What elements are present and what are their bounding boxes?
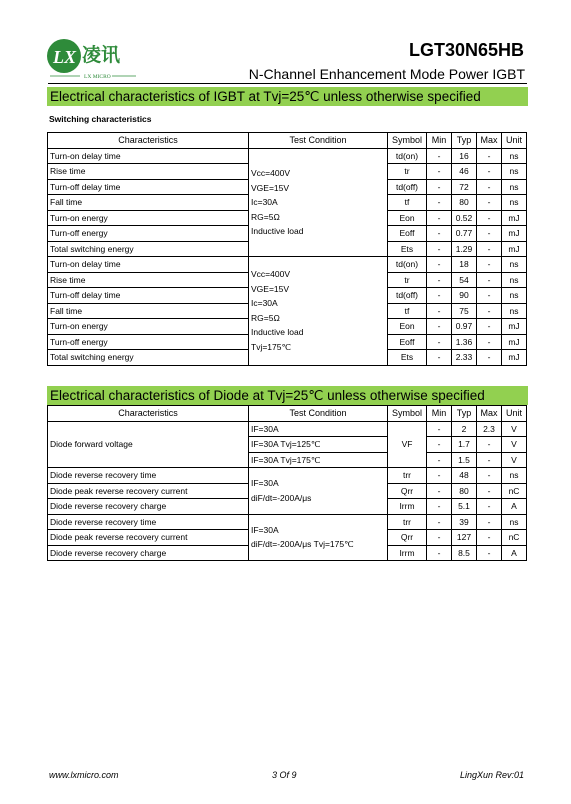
test-condition-line: diF/dt=-200A/μs (251, 492, 312, 503)
test-condition-cell (249, 468, 388, 515)
max-cell: - (477, 226, 502, 242)
characteristic-name: Rise time (48, 272, 249, 288)
characteristic-name: Fall time (48, 195, 249, 211)
characteristic-name: Diode peak reverse recovery current (48, 483, 249, 499)
table-row (48, 468, 527, 484)
typ-cell: 80 (452, 483, 477, 499)
characteristic-name: Total switching energy (48, 350, 249, 366)
min-cell: - (427, 210, 452, 226)
min-cell: - (427, 288, 452, 304)
col-condition: Test Condition (249, 406, 388, 422)
characteristic-name: Diode peak reverse recovery current (48, 530, 249, 546)
max-cell: - (477, 350, 502, 366)
symbol-cell: Qrr (388, 530, 427, 546)
test-condition-cell (249, 148, 388, 257)
min-cell: - (427, 452, 452, 468)
symbol-cell: Eoff (388, 334, 427, 350)
test-condition-line: RG=5Ω (251, 211, 280, 222)
footer-revision: LingXun Rev:01 (459, 770, 524, 780)
symbol-cell: Eon (388, 210, 427, 226)
symbol-cell: Irrm (388, 499, 427, 515)
part-number: LGT30N65HB (408, 40, 524, 60)
max-cell: - (477, 303, 502, 319)
col-symbol: Symbol (388, 133, 427, 149)
test-condition-line: RG=5Ω (251, 312, 280, 323)
typ-cell: 5.1 (452, 499, 477, 515)
typ-cell: 1.5 (452, 452, 477, 468)
characteristic-name: Turn-on energy (48, 319, 249, 335)
unit-cell: A (502, 499, 527, 515)
max-cell: - (477, 210, 502, 226)
unit-cell: nC (502, 483, 527, 499)
unit-cell: ns (502, 272, 527, 288)
symbol-cell: tf (388, 195, 427, 211)
page-header (0, 0, 571, 90)
max-cell: - (477, 483, 502, 499)
typ-cell: 1.29 (452, 241, 477, 257)
characteristic-name: Diode reverse recovery time (48, 514, 249, 530)
lx-logo-icon (42, 36, 142, 82)
diode-table (47, 405, 527, 561)
col-min: Min (427, 133, 452, 149)
characteristic-name: Turn-on energy (48, 210, 249, 226)
characteristic-name: Turn-on delay time (48, 148, 249, 164)
max-cell: - (477, 452, 502, 468)
symbol-cell: td(on) (388, 257, 427, 273)
header-divider (48, 83, 527, 84)
typ-cell: 0.77 (452, 226, 477, 242)
typ-cell: 54 (452, 272, 477, 288)
unit-cell: ns (502, 514, 527, 530)
unit-cell: V (502, 452, 527, 468)
table-row (48, 257, 527, 273)
characteristic-name: Diode reverse recovery charge (48, 499, 249, 515)
footer-page-number: 3 Of 9 (272, 770, 297, 780)
unit-cell: mJ (502, 241, 527, 257)
symbol-cell: Eon (388, 319, 427, 335)
test-condition-line: IF=30A (251, 524, 279, 535)
unit-cell: A (502, 545, 527, 561)
characteristic-name: Turn-off energy (48, 334, 249, 350)
col-characteristics: Characteristics (48, 133, 249, 149)
symbol-cell: VF (388, 421, 427, 468)
typ-cell: 8.5 (452, 545, 477, 561)
col-characteristics: Characteristics (48, 406, 249, 422)
unit-cell: ns (502, 164, 527, 180)
max-cell: - (477, 514, 502, 530)
min-cell: - (427, 179, 452, 195)
typ-cell: 90 (452, 288, 477, 304)
col-symbol: Symbol (388, 406, 427, 422)
min-cell: - (427, 350, 452, 366)
typ-cell: 75 (452, 303, 477, 319)
unit-cell: mJ (502, 350, 527, 366)
max-cell: - (477, 545, 502, 561)
igbt-section-title: Electrical characteristics of IGBT at Tvj=25℃ unless otherwise specified (47, 87, 528, 106)
col-condition: Test Condition (249, 133, 388, 149)
min-cell: - (427, 164, 452, 180)
max-cell: - (477, 241, 502, 257)
symbol-cell: Qrr (388, 483, 427, 499)
symbol-cell: Ets (388, 241, 427, 257)
symbol-cell: td(off) (388, 288, 427, 304)
min-cell: - (427, 272, 452, 288)
characteristic-name: Diode forward voltage (48, 421, 249, 468)
typ-cell: 48 (452, 468, 477, 484)
unit-cell: ns (502, 288, 527, 304)
logo-text: 凌讯 (82, 44, 121, 66)
max-cell: - (477, 499, 502, 515)
unit-cell: V (502, 421, 527, 437)
igbt-switching-table (47, 132, 527, 366)
max-cell: 2.3 (477, 421, 502, 437)
test-condition-cell: IF=30A (249, 421, 388, 437)
min-cell: - (427, 437, 452, 453)
switching-subheading: Switching characteristics (49, 114, 152, 124)
col-max: Max (477, 406, 502, 422)
test-condition-line: VGE=15V (251, 283, 290, 294)
table-header-row (48, 406, 527, 422)
table-row (48, 514, 527, 530)
characteristic-name: Fall time (48, 303, 249, 319)
unit-cell: mJ (502, 319, 527, 335)
min-cell: - (427, 257, 452, 273)
company-logo (42, 36, 142, 82)
min-cell: - (427, 319, 452, 335)
unit-cell: mJ (502, 210, 527, 226)
typ-cell: 16 (452, 148, 477, 164)
unit-cell: ns (502, 179, 527, 195)
min-cell: - (427, 148, 452, 164)
unit-cell: ns (502, 303, 527, 319)
symbol-cell: trr (388, 468, 427, 484)
unit-cell: ns (502, 148, 527, 164)
col-typ: Typ (452, 406, 477, 422)
typ-cell: 39 (452, 514, 477, 530)
min-cell: - (427, 514, 452, 530)
min-cell: - (427, 241, 452, 257)
characteristic-name: Turn-off delay time (48, 288, 249, 304)
max-cell: - (477, 334, 502, 350)
typ-cell: 2 (452, 421, 477, 437)
max-cell: - (477, 179, 502, 195)
symbol-cell: td(off) (388, 179, 427, 195)
svg-text:LX: LX (53, 47, 77, 67)
diode-section-title: Electrical characteristics of Diode at Tvj=25℃ unless otherwise specified (47, 386, 528, 405)
max-cell: - (477, 272, 502, 288)
table-row (48, 421, 527, 437)
test-condition-line: diF/dt=-200A/μs Tvj=175℃ (251, 539, 354, 550)
device-description: N-Channel Enhancement Mode Power IGBT (248, 66, 525, 82)
max-cell: - (477, 319, 502, 335)
test-condition-line: VGE=15V (251, 182, 290, 193)
characteristic-name: Diode reverse recovery time (48, 468, 249, 484)
typ-cell: 18 (452, 257, 477, 273)
min-cell: - (427, 499, 452, 515)
logo-sub-text: LX MICRO (84, 74, 111, 80)
footer-website[interactable]: www.lxmicro.com (49, 770, 119, 780)
test-condition-line: Tvj=175℃ (251, 341, 292, 352)
min-cell: - (427, 421, 452, 437)
unit-cell: V (502, 437, 527, 453)
max-cell: - (477, 288, 502, 304)
min-cell: - (427, 334, 452, 350)
typ-cell: 46 (452, 164, 477, 180)
symbol-cell: tr (388, 164, 427, 180)
typ-cell: 1.7 (452, 437, 477, 453)
unit-cell: ns (502, 468, 527, 484)
unit-cell: ns (502, 257, 527, 273)
test-condition-cell (249, 257, 388, 366)
table-header-row (48, 133, 527, 149)
symbol-cell: trr (388, 514, 427, 530)
characteristic-name: Rise time (48, 164, 249, 180)
test-condition-line: IF=30A (251, 478, 279, 489)
test-condition-line: Ic=30A (251, 298, 278, 309)
test-condition-cell: IF=30A Tvj=125℃ (249, 437, 388, 453)
col-max: Max (477, 133, 502, 149)
test-condition-line: Vcc=400V (251, 168, 290, 178)
characteristic-name: Turn-off energy (48, 226, 249, 242)
min-cell: - (427, 483, 452, 499)
col-min: Min (427, 406, 452, 422)
col-unit: Unit (502, 133, 527, 149)
max-cell: - (477, 148, 502, 164)
symbol-cell: Eoff (388, 226, 427, 242)
unit-cell: mJ (502, 226, 527, 242)
symbol-cell: tr (388, 272, 427, 288)
min-cell: - (427, 195, 452, 211)
characteristic-name: Diode reverse recovery charge (48, 545, 249, 561)
typ-cell: 72 (452, 179, 477, 195)
table-row (48, 148, 527, 164)
symbol-cell: td(on) (388, 148, 427, 164)
typ-cell: 80 (452, 195, 477, 211)
max-cell: - (477, 468, 502, 484)
typ-cell: 127 (452, 530, 477, 546)
characteristic-name: Total switching energy (48, 241, 249, 257)
max-cell: - (477, 257, 502, 273)
min-cell: - (427, 226, 452, 242)
min-cell: - (427, 545, 452, 561)
test-condition-line: Inductive load (251, 327, 304, 338)
min-cell: - (427, 530, 452, 546)
test-condition-cell: IF=30A Tvj=175℃ (249, 452, 388, 468)
unit-cell: ns (502, 195, 527, 211)
test-condition-cell (249, 514, 388, 561)
test-condition-line: Ic=30A (251, 197, 278, 207)
unit-cell: mJ (502, 334, 527, 350)
col-typ: Typ (452, 133, 477, 149)
characteristic-name: Turn-on delay time (48, 257, 249, 273)
test-condition-line: Inductive load (251, 226, 304, 236)
typ-cell: 2.33 (452, 350, 477, 366)
symbol-cell: tf (388, 303, 427, 319)
max-cell: - (477, 437, 502, 453)
typ-cell: 0.52 (452, 210, 477, 226)
symbol-cell: Irrm (388, 545, 427, 561)
typ-cell: 1.36 (452, 334, 477, 350)
min-cell: - (427, 303, 452, 319)
unit-cell: nC (502, 530, 527, 546)
max-cell: - (477, 195, 502, 211)
col-unit: Unit (502, 406, 527, 422)
typ-cell: 0.97 (452, 319, 477, 335)
max-cell: - (477, 164, 502, 180)
max-cell: - (477, 530, 502, 546)
test-condition-line: Vcc=400V (251, 269, 290, 280)
min-cell: - (427, 468, 452, 484)
symbol-cell: Ets (388, 350, 427, 366)
characteristic-name: Turn-off delay time (48, 179, 249, 195)
